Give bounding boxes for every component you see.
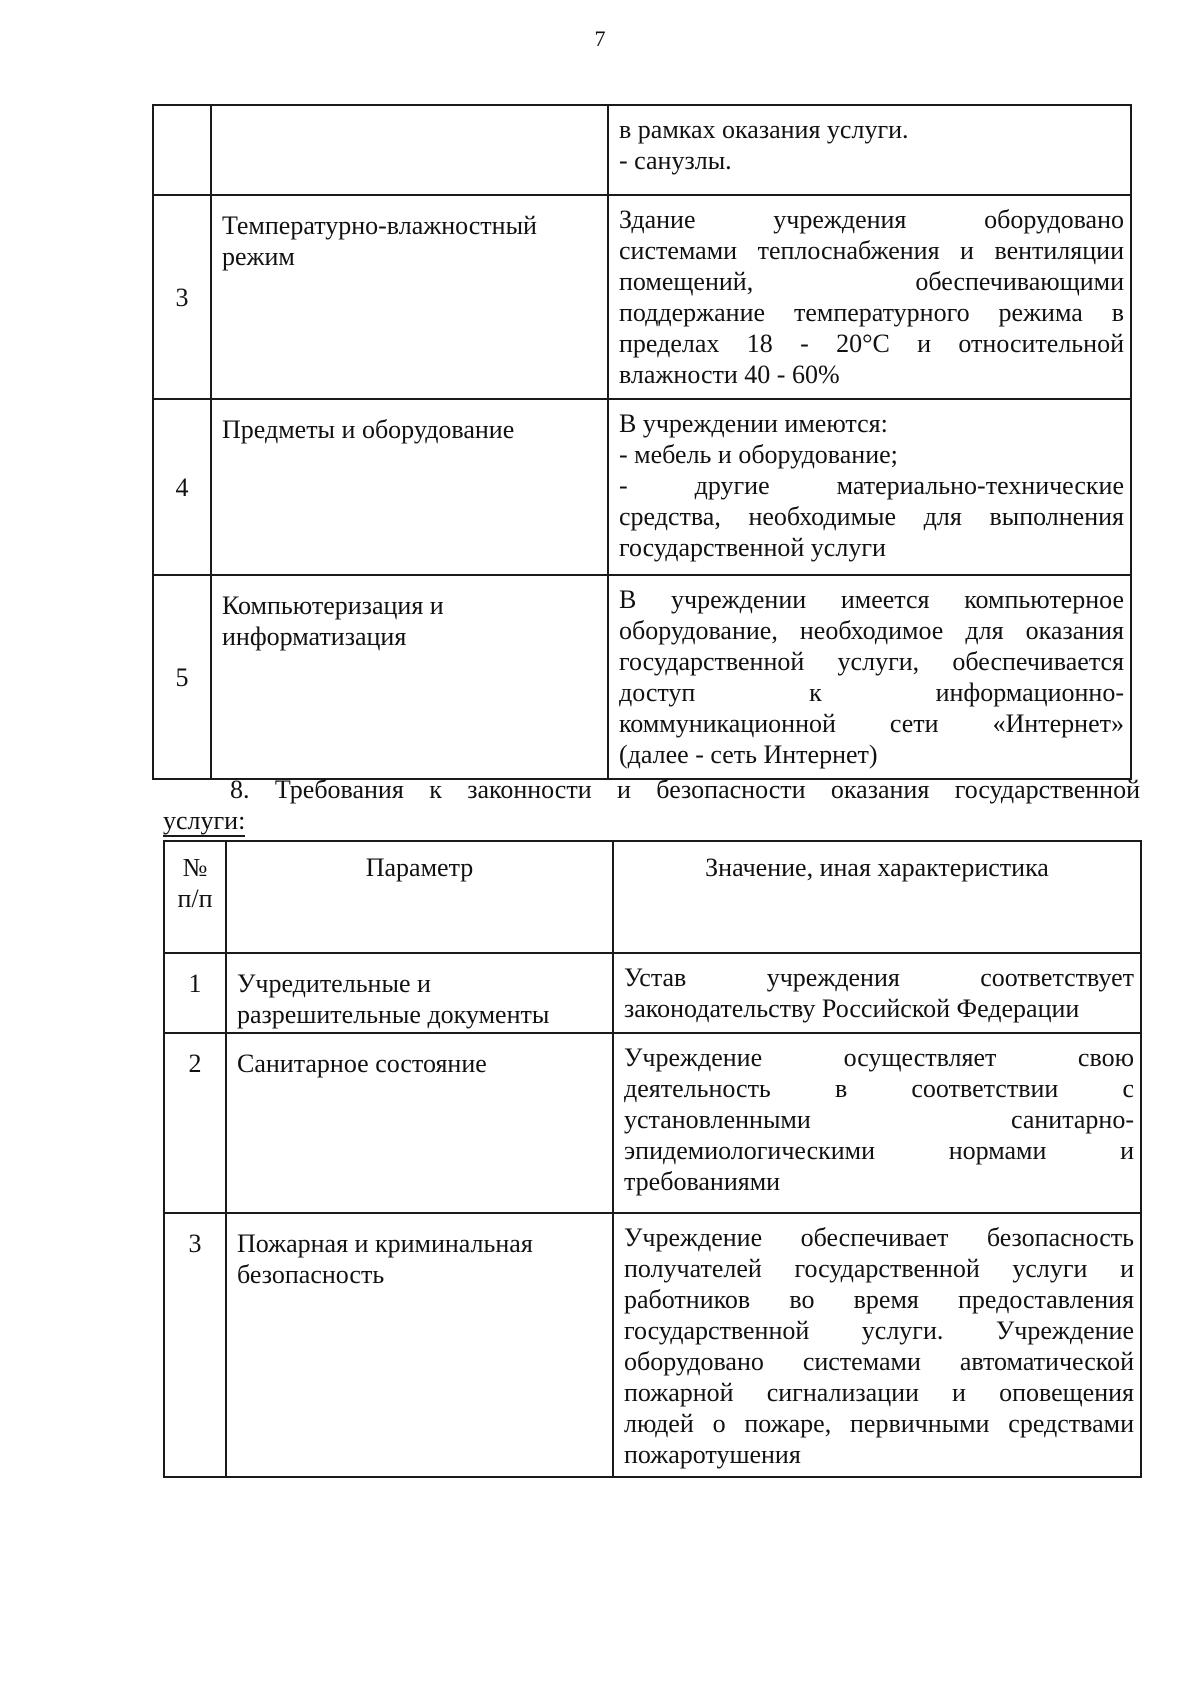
parameter-line: Компьютеризация и [222,591,444,620]
row-number-cell: 2 [164,1033,226,1213]
value-line: доступ к информационно- [619,678,1124,707]
value-cell [608,575,1131,779]
value-line: В учреждении имеется компьютерное [619,585,1124,614]
parameter-line: Пожарная и криминальная [237,1229,533,1258]
header-num-line: № [182,853,208,882]
value-cell [608,105,1131,195]
header-num-cell [164,841,226,953]
row-number-cell: 3 [153,195,211,399]
value-line: - мебель и оборудование; [619,440,898,469]
value-line: поддержание температурного режима в [619,298,1124,327]
value-line: Учреждение осуществляет свою [624,1043,1134,1072]
value-cell [608,399,1131,575]
parameter-line: Температурно-влажностный [222,211,537,240]
parameter-cell [211,575,608,779]
table-row [164,1033,1141,1213]
parameter-cell [211,399,608,575]
value-line: государственной услуги. Учреждение [624,1316,1134,1345]
parameter-cell [226,1213,613,1477]
value-line: В учреждении имеются: [619,409,888,438]
section-heading-line [163,805,1140,836]
value-line: пределах 18 - 20°C и относительной [619,329,1124,358]
row-number-cell [153,105,211,195]
section-heading-text: 8. Требования к законности и безопасности оказания государственной [230,775,1140,804]
value-line: получателей государственной услуги и [624,1254,1134,1283]
parameter-line: Санитарное состояние [237,1049,487,1078]
value-line: государственной услуги, обеспечивается [619,647,1124,676]
value-line: в рамках оказания услуги. [619,115,909,144]
value-cell [608,195,1131,399]
value-cell [613,953,1141,1033]
row-number-cell: 1 [164,953,226,1033]
legality-safety-table [163,840,1142,1478]
value-line: Устав учреждения соответствует [624,963,1134,992]
section-heading [163,774,1140,836]
value-cell [613,1033,1141,1213]
header-num-line: п/п [177,884,213,913]
table-header-row [164,841,1141,953]
value-line: оборудование, необходимое для оказания [619,616,1124,645]
parameter-cell [211,105,608,195]
value-line: пожаротушения [624,1440,801,1469]
table-row [153,399,1131,575]
parameter-line: безопасность [237,1260,385,1289]
value-line: - санузлы. [619,146,732,175]
table-row [153,575,1131,779]
parameter-line: Учредительные и [237,969,431,998]
header-param-cell: Параметр [226,841,613,953]
parameter-line: разрешительные документы [237,1000,550,1029]
row-number-cell: 5 [153,575,211,779]
parameter-cell [211,195,608,399]
table-row [164,953,1141,1033]
parameter-line: режим [222,242,295,271]
value-line: требованиями [624,1167,781,1196]
table-row [164,1213,1141,1477]
row-number-cell: 3 [164,1213,226,1477]
parameter-cell [226,953,613,1033]
conditions-table [152,104,1132,780]
table-row [153,195,1131,399]
value-line: государственной услуги [619,533,886,562]
value-line: Здание учреждения оборудовано [619,205,1124,234]
value-line: помещений, обеспечивающими [619,267,1124,296]
header-value-cell: Значение, иная характеристика [613,841,1141,953]
value-line: установленными санитарно- [624,1105,1134,1134]
table-row [153,105,1131,195]
value-line: деятельность в соответствии с [624,1074,1134,1103]
section-heading-line [163,774,1140,805]
value-line: коммуникационной сети «Интернет» [619,709,1124,738]
value-line: оборудовано системами автоматической [624,1347,1134,1376]
value-line: (далее - сеть Интернет) [619,740,878,769]
page-number: 7 [594,26,606,51]
parameter-line: Предметы и оборудование [222,415,515,444]
row-number-cell: 4 [153,399,211,575]
parameter-line: информатизация [222,622,407,651]
section-heading-text: услуги: [163,806,246,835]
value-line: пожарной сигнализации и оповещения [624,1378,1134,1407]
value-line: работников во время предоставления [624,1285,1134,1314]
value-line: системами теплоснабжения и вентиляции [619,236,1124,265]
value-line: законодательству Российской Федерации [624,994,1080,1023]
value-line: людей о пожаре, первичными средствами [624,1409,1134,1438]
value-line: средства, необходимые для выполнения [619,502,1124,531]
value-cell [613,1213,1141,1477]
value-line: Учреждение обеспечивает безопасность [624,1223,1134,1252]
parameter-cell [226,1033,613,1213]
value-line: эпидемиологическими нормами и [624,1136,1134,1165]
value-line: влажности 40 - 60% [619,360,840,389]
value-line: - другие материально-технические [619,471,1124,500]
